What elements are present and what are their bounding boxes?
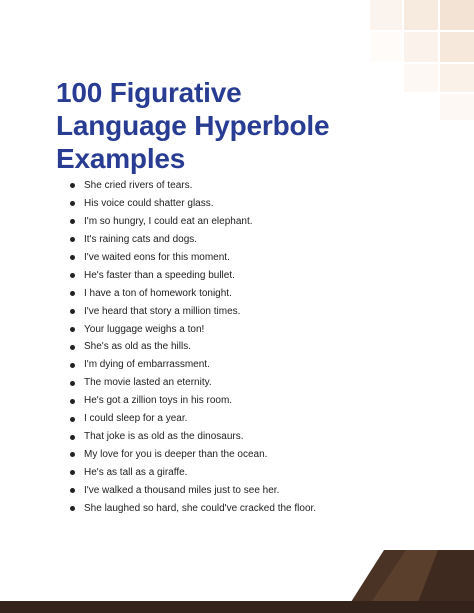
title-line: Language Hyperbole xyxy=(56,110,330,141)
title-line: Examples xyxy=(56,143,186,174)
bullet-icon xyxy=(70,183,75,188)
list-item xyxy=(56,321,386,339)
list-item-text: That joke is as old as the dinosaurs. xyxy=(84,431,244,443)
list-item xyxy=(56,303,386,321)
bullet-icon xyxy=(70,363,75,368)
bullet-icon xyxy=(70,452,75,457)
list-item-text: I've waited eons for this moment. xyxy=(84,251,230,263)
list-item xyxy=(56,500,386,518)
list-item xyxy=(56,231,386,249)
list-item xyxy=(56,410,386,428)
list-item xyxy=(56,428,386,446)
bullet-icon xyxy=(70,381,75,386)
bullet-icon xyxy=(70,327,75,332)
list-item xyxy=(56,177,386,195)
bullet-icon xyxy=(70,255,75,260)
list-item-text: I've heard that story a million times. xyxy=(84,305,241,317)
list-item xyxy=(56,267,386,285)
bullet-icon xyxy=(70,506,75,511)
list-item xyxy=(56,285,386,303)
bullet-icon xyxy=(70,201,75,206)
bullet-icon xyxy=(70,291,75,296)
bullet-icon xyxy=(70,219,75,224)
list-item-text: She laughed so hard, she could've cracked the floor. xyxy=(84,502,317,514)
list-item-text: My love for you is deeper than the ocean. xyxy=(84,449,268,461)
list-item-text: He's faster than a speeding bullet. xyxy=(84,269,235,281)
list-item-text: She cried rivers of tears. xyxy=(84,180,193,191)
bullet-icon xyxy=(70,273,75,278)
list-item xyxy=(56,464,386,482)
bullet-icon xyxy=(70,237,75,242)
title-line: 100 Figurative xyxy=(56,77,242,108)
list-item-text: She's as old as the hills. xyxy=(84,341,191,353)
page-title xyxy=(56,76,386,175)
list-item-text: I'm dying of embarrassment. xyxy=(84,359,210,371)
list-item-text: He's as tall as a giraffe. xyxy=(84,467,188,478)
list-item-text: He's got a zillion toys in his room. xyxy=(84,395,233,407)
list-item-text: Your luggage weighs a ton! xyxy=(84,323,205,335)
list-item xyxy=(56,356,386,374)
list-item xyxy=(56,249,386,267)
list-item xyxy=(56,213,386,231)
bullet-icon xyxy=(70,435,75,440)
list-item xyxy=(56,338,386,356)
bottom-bar xyxy=(0,601,474,613)
list-item-text: It's raining cats and dogs. xyxy=(84,233,198,245)
list-item xyxy=(56,392,386,410)
bullet-icon xyxy=(70,417,75,422)
list-item-text: I have a ton of homework tonight. xyxy=(84,287,232,299)
hyperbole-list xyxy=(56,177,386,518)
list-item-text: I'm so hungry, I could eat an elephant. xyxy=(84,215,253,227)
list-item-text: I've walked a thousand miles just to see her. xyxy=(84,484,280,496)
list-item-text: His voice could shatter glass. xyxy=(84,197,214,209)
list-item xyxy=(56,482,386,500)
list-item-text: I could sleep for a year. xyxy=(84,413,188,425)
list-item xyxy=(56,374,386,392)
list-item xyxy=(56,446,386,464)
bullet-icon xyxy=(70,488,75,493)
bullet-icon xyxy=(70,399,75,404)
bullet-icon xyxy=(70,309,75,314)
bullet-icon xyxy=(70,470,75,475)
bullet-icon xyxy=(70,345,75,350)
list-item-text: The movie lasted an eternity. xyxy=(84,377,212,389)
list-item xyxy=(56,195,386,213)
